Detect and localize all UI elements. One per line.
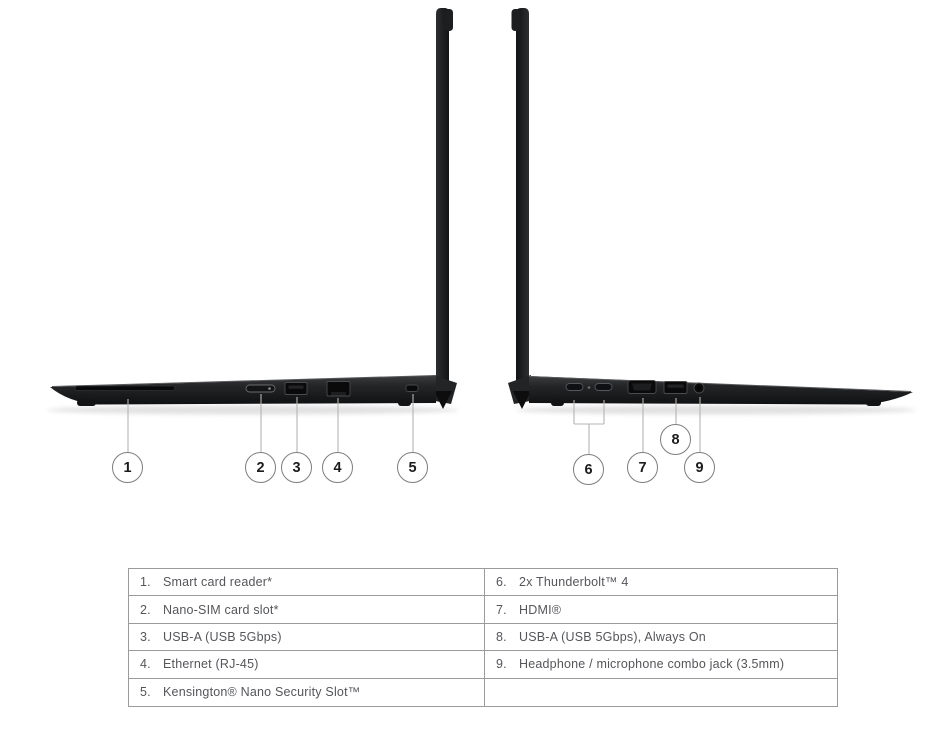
table-row bbox=[129, 624, 484, 651]
callout-number: 3 bbox=[292, 459, 301, 476]
table-row bbox=[129, 569, 484, 596]
callout-2 bbox=[245, 452, 276, 483]
row-label: 2x Thunderbolt™ 4 bbox=[519, 575, 629, 590]
callout-4 bbox=[322, 452, 353, 483]
row-number: 6. bbox=[496, 575, 507, 590]
laptop-lid bbox=[516, 8, 529, 392]
row-label: Kensington® Nano Security Slot™ bbox=[163, 685, 361, 700]
row-label: Headphone / microphone combo jack (3.5mm) bbox=[519, 657, 785, 672]
row-label: USB-A (USB 5Gbps), Always On bbox=[519, 629, 706, 644]
callout-number: 2 bbox=[256, 459, 265, 476]
callout-7 bbox=[627, 452, 658, 483]
webcam-bump bbox=[512, 9, 521, 31]
row-label: USB-A (USB 5Gbps) bbox=[163, 629, 282, 644]
table-row bbox=[129, 679, 484, 706]
sim-eject-hole bbox=[268, 387, 271, 390]
reset-pinhole bbox=[588, 386, 591, 389]
callout-number: 9 bbox=[695, 459, 704, 476]
usb-a-tongue bbox=[289, 386, 304, 389]
callout-number: 7 bbox=[638, 459, 647, 476]
row-label: Nano-SIM card slot* bbox=[163, 602, 279, 617]
callout-3 bbox=[281, 452, 312, 483]
rubber-foot bbox=[866, 400, 881, 407]
table-row bbox=[485, 569, 838, 596]
callout-9 bbox=[684, 452, 715, 483]
row-number: 8. bbox=[496, 629, 507, 644]
row-label: HDMI® bbox=[519, 602, 562, 617]
table-row bbox=[485, 624, 838, 651]
rubber-foot bbox=[398, 400, 411, 407]
row-number: 2. bbox=[140, 602, 151, 617]
smart-card-reader-slot bbox=[75, 386, 175, 391]
laptop-left-side-view bbox=[508, 8, 913, 409]
hdmi-inner bbox=[632, 384, 652, 391]
rubber-foot bbox=[551, 400, 564, 407]
laptop-lid bbox=[436, 8, 449, 392]
ethernet-clip-notch bbox=[331, 392, 346, 396]
ports-table-left-column bbox=[129, 569, 485, 706]
laptop-base bbox=[529, 376, 913, 405]
table-row bbox=[485, 651, 838, 678]
callout-5 bbox=[397, 452, 428, 483]
row-number: 5. bbox=[140, 685, 151, 700]
callout-number: 1 bbox=[123, 459, 132, 476]
table-row-empty bbox=[485, 679, 838, 706]
shadow-right bbox=[516, 406, 916, 415]
audio-jack-hole bbox=[697, 386, 701, 390]
webcam-bump bbox=[445, 9, 454, 31]
row-number: 7. bbox=[496, 602, 507, 617]
usb-a-tongue bbox=[668, 385, 684, 388]
kensington-slot bbox=[406, 385, 418, 392]
callout-number: 4 bbox=[333, 459, 342, 476]
callout-1 bbox=[112, 452, 143, 483]
ports-table bbox=[128, 568, 838, 707]
thunderbolt-port-2 bbox=[595, 384, 612, 391]
row-number: 4. bbox=[140, 657, 151, 672]
laptop-right-side-view bbox=[50, 8, 457, 409]
table-row bbox=[485, 596, 838, 623]
row-number: 9. bbox=[496, 657, 507, 672]
table-row bbox=[129, 596, 484, 623]
callout-6 bbox=[573, 454, 604, 485]
callout-8 bbox=[660, 424, 691, 455]
thunderbolt-port-1 bbox=[566, 384, 583, 391]
shadow-left bbox=[47, 406, 459, 415]
row-number: 3. bbox=[140, 629, 151, 644]
callout-number: 8 bbox=[671, 431, 680, 448]
callout-number: 5 bbox=[408, 459, 417, 476]
rubber-foot bbox=[77, 400, 96, 407]
table-row bbox=[129, 651, 484, 678]
row-label: Smart card reader* bbox=[163, 575, 273, 590]
ports-table-right-column bbox=[485, 569, 838, 706]
row-label: Ethernet (RJ-45) bbox=[163, 657, 259, 672]
row-number: 1. bbox=[140, 575, 151, 590]
callout-number: 6 bbox=[584, 461, 593, 478]
